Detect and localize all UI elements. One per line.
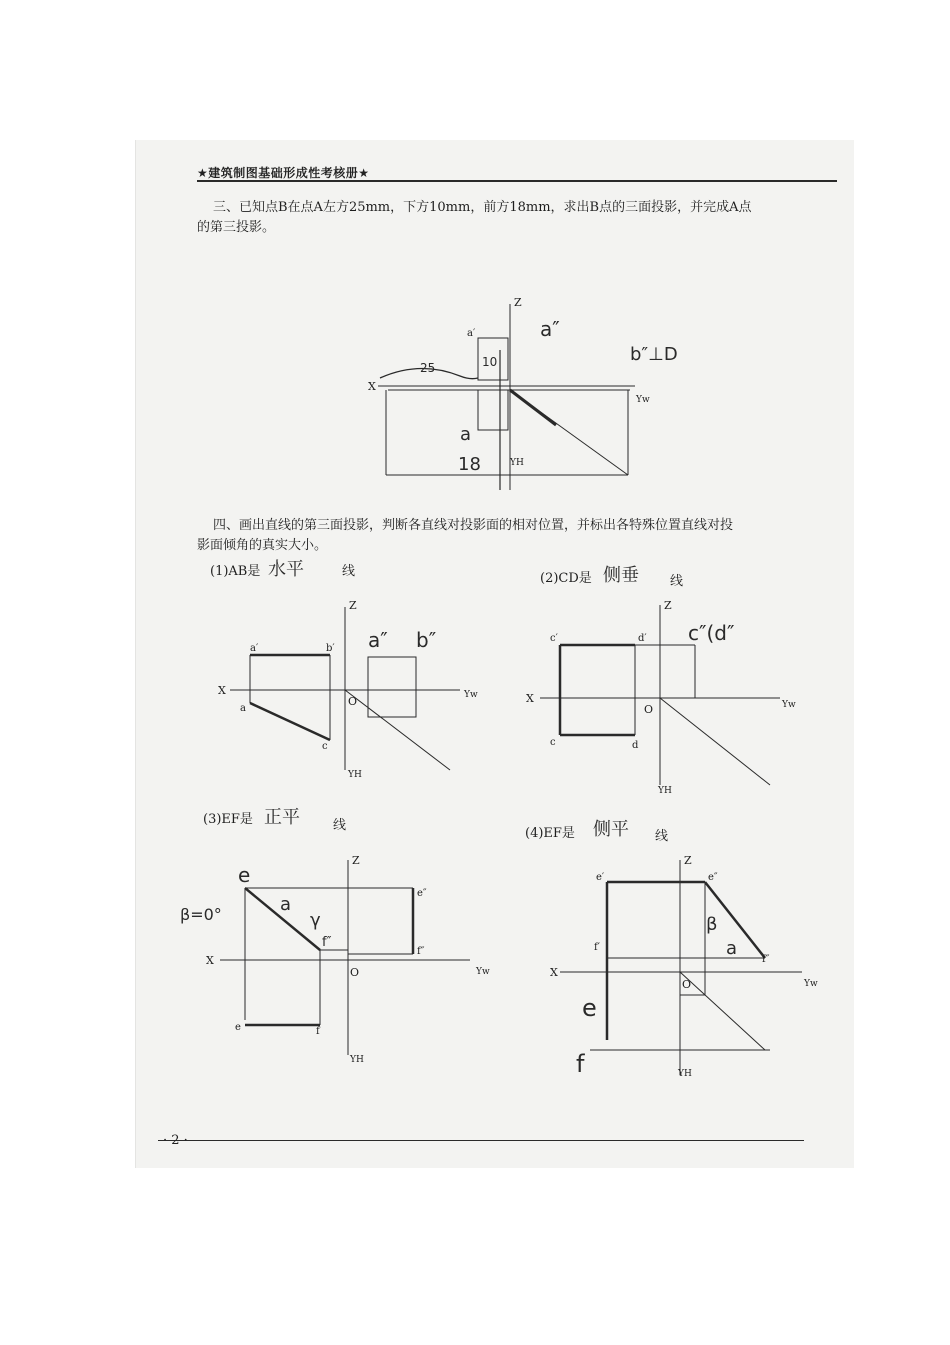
fig3-hw-b2: b″⊥D (630, 344, 678, 365)
q1-a: a (240, 703, 246, 714)
figure-q2 (520, 595, 810, 795)
q4-yh: YH (678, 1069, 692, 1079)
q3-yw: Yw (476, 967, 490, 977)
q2-hw-cd2: c″(d″ (688, 621, 735, 645)
q3-hw-e: e (238, 863, 251, 887)
q4-z: Z (684, 854, 692, 867)
fig3-a-prime-label: a′ (467, 328, 476, 339)
q3-x: X (206, 954, 214, 967)
q4-x: X (550, 966, 558, 979)
footer-rule (158, 1140, 804, 1141)
section4-line2: 影面倾角的真实大小。 (197, 538, 328, 553)
q1-answer: 水平 (268, 559, 304, 580)
fig3-x-label: X (368, 380, 376, 393)
q4-suffix: 线 (655, 829, 669, 844)
fig3-yw-label: Yw (636, 395, 650, 405)
q4-answer: 侧平 (593, 819, 629, 840)
q2-z: Z (664, 599, 672, 612)
fig3-hw-25: 25 (420, 361, 436, 375)
q1-a-prime: a′ (250, 643, 259, 654)
q4-e-prime: e′ (596, 872, 605, 883)
fig3-hw-18: 18 (458, 454, 481, 475)
figure-q3 (180, 850, 490, 1070)
section3-line1: 三、已知点B在点A左方25mm，下方10mm，前方18mm，求出B点的三面投影，并完成A点 (213, 200, 752, 215)
q2-yw: Yw (782, 700, 796, 710)
q3-hw-a: a (280, 894, 292, 915)
figure-q4 (540, 850, 830, 1090)
q4-yw: Yw (804, 979, 818, 989)
figure-point-projection (360, 290, 678, 500)
q3-suffix: 线 (333, 818, 347, 833)
q3-hw-gamma: γ (310, 910, 321, 931)
q4-f2: f″ (762, 954, 770, 965)
q2-prefix: (2)CD是 (540, 571, 592, 586)
q1-hw-b2: b″ (416, 628, 437, 652)
section3-line2: 的第三投影。 (197, 220, 276, 235)
q2-o: O (644, 703, 654, 716)
q1-x: X (218, 684, 226, 697)
q2-yh: YH (658, 786, 672, 796)
q2-x: X (526, 692, 534, 705)
q3-z: Z (352, 854, 360, 867)
q2-answer: 侧垂 (603, 565, 639, 586)
fig3-z-label: Z (514, 296, 522, 309)
q1-c: c (322, 741, 328, 752)
q1-prefix: (1)AB是 (210, 564, 261, 579)
q3-f2: f″ (417, 946, 425, 957)
fig3-hw-10: 10 (482, 355, 498, 369)
fig3-hw-a: a (460, 424, 472, 445)
q2-suffix: 线 (670, 574, 684, 589)
q4-hw-e: e (582, 994, 597, 1022)
page-number: · 2 · (163, 1133, 188, 1148)
section4-line1: 四、画出直线的第三面投影，判断各直线对投影面的相对位置，并标出各特殊位置直线对投 (213, 518, 734, 533)
q4-hw-beta: β (706, 914, 718, 935)
q1-yw: Yw (464, 690, 478, 700)
q2-d-prime: d′ (638, 633, 647, 644)
q4-prefix: (4)EF是 (525, 826, 575, 841)
figure-q1 (210, 595, 480, 785)
header-rule (197, 180, 837, 182)
q1-hw-a2: a″ (368, 628, 388, 652)
q3-prefix: (3)EF是 (203, 812, 253, 827)
q3-yh: YH (350, 1055, 364, 1065)
q4-e2: e″ (708, 872, 718, 883)
q1-yh: YH (348, 770, 362, 780)
q3-hw-beta: β=0° (180, 905, 222, 924)
q1-z: Z (349, 599, 357, 612)
q4-hw-f: f (576, 1050, 585, 1078)
q3-answer: 正平 (264, 807, 300, 828)
q2-c: c (550, 737, 556, 748)
q3-e: e (235, 1022, 241, 1033)
q4-hw-a: a (726, 938, 738, 959)
q4-o: O (682, 978, 692, 991)
page-header: ★建筑制图基础形成性考核册★ (197, 166, 370, 180)
q3-o: O (350, 966, 360, 979)
q2-c-prime: c′ (550, 633, 558, 644)
fig3-yh-label: YH (510, 458, 524, 468)
q1-o: O (348, 695, 358, 708)
q2-d: d (632, 740, 639, 751)
q3-f: f (316, 1026, 320, 1037)
q4-f-prime: f′ (594, 942, 600, 953)
q3-hw-f2: f″ (322, 935, 332, 950)
q1-b-prime: b′ (326, 643, 335, 654)
q3-e2: e″ (417, 888, 427, 899)
q1-suffix: 线 (342, 564, 356, 579)
fig3-hw-a2: a″ (540, 317, 560, 341)
